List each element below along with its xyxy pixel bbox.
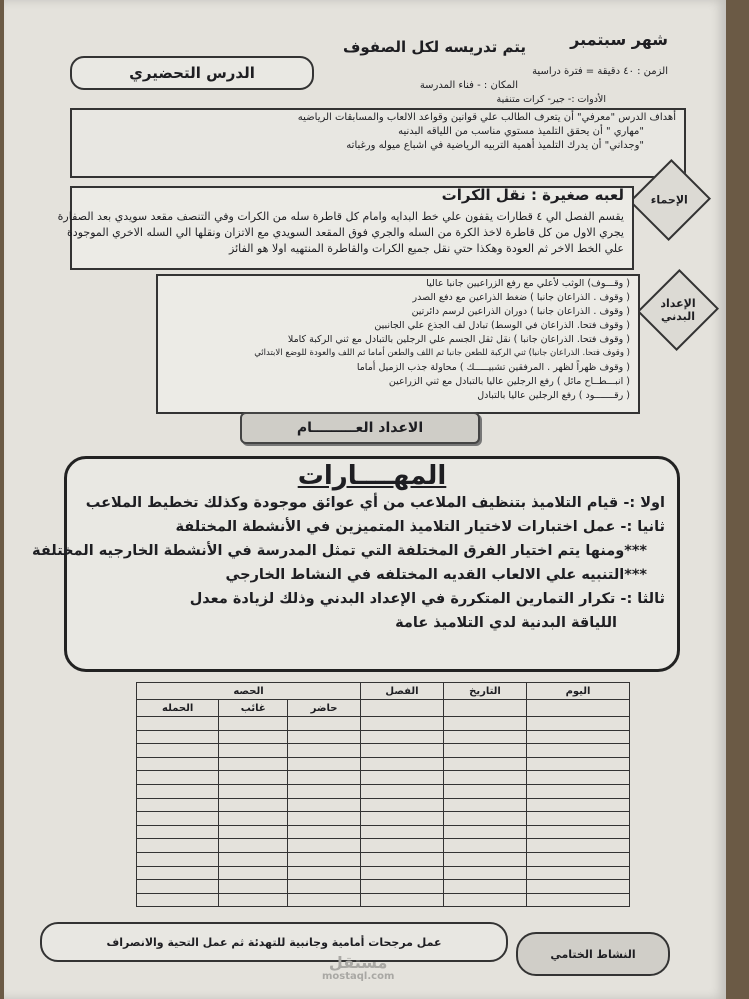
table-cell: [219, 784, 288, 798]
skills-line-4: ***التنبيه علي الالعاب القديه المختلفه في النشاط الخارجي: [225, 567, 647, 583]
watermark-logo: مستقل mostaql.com: [322, 953, 395, 982]
skills-title: المهــــارات: [297, 461, 447, 491]
warmup-badge: الإحماء: [629, 159, 711, 241]
physical-prep-box: [156, 274, 640, 414]
skills-line-1: اولا :- قيام التلاميذ بتنظيف الملاعب من أي عوائق موجودة وكذلك تخطيط الملاعب: [85, 495, 665, 511]
objectives-box: [70, 108, 686, 178]
table-cell: [137, 784, 219, 798]
table-cell: [361, 757, 444, 771]
table-cell: [361, 893, 444, 907]
skills-line-3: ***ومنها يتم اختيار الفرق المختلفة التي تمثل المدرسة في الأنشطة الخارجيه المختلفة: [32, 543, 647, 559]
exercise-line: ( وقوف . الذراعان جانبا ) ضغط الذراعين مع دفع الصدر: [412, 292, 630, 303]
lesson-name: الدرس التحضيري: [70, 56, 314, 90]
table-cell: [219, 717, 288, 731]
table-cell: [444, 812, 527, 826]
table-cell: [527, 893, 630, 907]
table-cell: [361, 812, 444, 826]
physical-prep-badge: الإعداد البدني: [637, 269, 719, 351]
table-cell: [361, 771, 444, 785]
table-cell: [288, 784, 361, 798]
table-cell: [444, 852, 527, 866]
table-cell: [137, 893, 219, 907]
table-cell: [444, 784, 527, 798]
table-cell: [527, 771, 630, 785]
header-title: يتم تدريسه لكل الصفوف: [342, 38, 526, 56]
table-cell: [219, 798, 288, 812]
table-cell: [444, 839, 527, 853]
exercise-line: ( وقوف فتحا. الذراعان في الوسط) تبادل لف الجذع علي الجانبين: [374, 320, 630, 331]
objective-skill: "مهاري " أن يحقق التلميذ مستوي مناسب من اللياقه البدنيه: [398, 126, 644, 137]
table-cell: [361, 825, 444, 839]
table-row: [137, 757, 630, 771]
table-cell: [219, 852, 288, 866]
table-subheader-row: [137, 700, 630, 717]
exercise-line: ( رقـــــــود ) رفع الرجلين عاليا بالتبادل: [477, 390, 630, 401]
table-cell: [444, 771, 527, 785]
closing-activity-label: النشاط الختامي: [516, 932, 670, 976]
table-row: [137, 852, 630, 866]
table-cell: [137, 730, 219, 744]
table-cell: [361, 839, 444, 853]
table-cell: [219, 744, 288, 758]
table-cell: [444, 757, 527, 771]
objective-affective: "وجداني" أن يدرك التلميذ أهمية التربيه الرياضية في اشباع ميوله ورغباته: [346, 140, 644, 151]
col-header-date: التاريخ: [444, 683, 527, 700]
table-cell: [219, 880, 288, 894]
col-header-absent: غائب: [219, 700, 288, 717]
table-cell: [137, 717, 219, 731]
table-cell: [137, 812, 219, 826]
table-cell: [527, 717, 630, 731]
table-cell: [137, 880, 219, 894]
table-row: [137, 798, 630, 812]
table-cell: [444, 880, 527, 894]
skills-line-5: ثالثا :- تكرار التمارين المتكررة في الإعداد البدني وذلك لزيادة معدل: [189, 591, 665, 607]
table-cell: [444, 893, 527, 907]
table-row: [137, 744, 630, 758]
table-row: [137, 839, 630, 853]
table-cell: [137, 852, 219, 866]
table-cell: [219, 771, 288, 785]
table-cell: [137, 839, 219, 853]
table-cell: [444, 717, 527, 731]
table-cell: [137, 757, 219, 771]
table-cell: [527, 880, 630, 894]
table-row: [137, 784, 630, 798]
table-cell: [527, 866, 630, 880]
header-month: شهر سبتمبر: [570, 30, 668, 49]
col-header-class: الفصل: [361, 683, 444, 700]
table-cell: [527, 839, 630, 853]
table-cell: [288, 893, 361, 907]
table-row: [137, 893, 630, 907]
table-cell: [288, 771, 361, 785]
table-row: [137, 730, 630, 744]
game-line-3: علي الخط الاخر ثم العودة وهكذا حتي نقل جميع الكرات والقاطرة المنتهيه اولا هو الفائز: [229, 242, 624, 255]
game-line-2: يجري الاول من كل قاطرة لاخذ الكرة من السله والجري فوق المقعد السويدي مع الاتزان ونقلها الي السله الاخري الموجودة: [67, 226, 624, 239]
table-cell: [288, 839, 361, 853]
table-cell: [288, 880, 361, 894]
table-cell: [361, 852, 444, 866]
table-cell: [137, 798, 219, 812]
table-cell: [444, 798, 527, 812]
exercise-line: ( وقوف . الذراعان جانبا ) دوران الذراعين لرسم دائرتين: [411, 306, 630, 317]
table-cell: [527, 744, 630, 758]
table-cell: [444, 866, 527, 880]
table-cell: [288, 812, 361, 826]
table-cell: [444, 825, 527, 839]
table-row: [137, 812, 630, 826]
col-header-total: الحمله: [137, 700, 219, 717]
game-title: لعبه صغيرة : نقل الكرات: [441, 186, 624, 204]
attendance-table: [136, 682, 630, 907]
table-cell: [444, 730, 527, 744]
table-cell: [361, 730, 444, 744]
table-cell: [288, 757, 361, 771]
table-header-row: [137, 683, 630, 700]
table-cell: [137, 744, 219, 758]
tools-info: الأدوات :- جير- كرات متنفية: [496, 94, 606, 105]
exercise-line: ( وقوف فتحا. الذراعان جانبا) ثني الركبة للطعن جانبا ثم اللف والطعن أماما ثم اللف والعودة للوضع الابتدائي: [254, 348, 630, 358]
table-cell: [219, 866, 288, 880]
table-cell: [288, 744, 361, 758]
table-cell: [137, 866, 219, 880]
table-cell: [527, 730, 630, 744]
table-cell: [137, 771, 219, 785]
col-header-present: حاضر: [288, 700, 361, 717]
table-cell: [361, 717, 444, 731]
table-cell: [288, 825, 361, 839]
general-prep-label: الاعداد العـــــــــام: [240, 412, 480, 444]
table-cell: [219, 812, 288, 826]
game-line-1: يقسم الفصل الي ٤ قطارات يقفون علي خط البدايه وامام كل قاطرة سله من الكرات وفي التنصف مقعد سويدي بعد الصفارة: [57, 210, 624, 223]
table-cell: [361, 784, 444, 798]
exercise-line: ( وقـــوف) الوثب لأعلي مع رفع الزراعيين جانبا عاليا: [426, 278, 630, 289]
table-row: [137, 866, 630, 880]
table-cell: [527, 798, 630, 812]
table-cell: [219, 757, 288, 771]
table-row: [137, 880, 630, 894]
table-cell: [444, 744, 527, 758]
table-row: [137, 825, 630, 839]
skills-box: [32, 456, 680, 672]
table-cell: [527, 825, 630, 839]
skills-line-6: اللياقة البدنية لدي التلاميذ عامة: [395, 615, 617, 631]
table-row: [137, 771, 630, 785]
table-cell: [527, 852, 630, 866]
skills-line-2: ثانيا :- عمل اختبارات لاختيار التلاميذ المتميزين في الأنشطة المختلفة: [175, 519, 665, 535]
warmup-game-box: [57, 186, 634, 270]
exercise-line: ( وقوف فتحا. الذراعان جانبا ) نقل ثقل الجسم علي الرجلين بالتبادل مع ثني الركبة كاملا: [287, 334, 630, 345]
table-cell: [288, 852, 361, 866]
worksheet-page: [4, 0, 726, 999]
table-cell: [361, 866, 444, 880]
table-cell: [361, 744, 444, 758]
table-cell: [219, 730, 288, 744]
exercise-line: ( انبـــطــاح مائل ) رفع الرجلين عاليا بالتبادل مع ثني الزراعين: [388, 376, 630, 387]
table-cell: [219, 893, 288, 907]
col-header-day: اليوم: [527, 683, 630, 700]
table-cell: [219, 839, 288, 853]
place-info: المكان : - فناء المدرسة: [419, 80, 518, 91]
table-cell: [288, 798, 361, 812]
table-row: [137, 717, 630, 731]
time-info: الزمن : ٤٠ دقيقة = فترة دراسية: [532, 66, 668, 77]
table-cell: [361, 880, 444, 894]
table-cell: [361, 798, 444, 812]
table-cell: [288, 866, 361, 880]
table-cell: [527, 784, 630, 798]
exercise-line: ( وقوف ظهراً لظهر . المرفقين تشبيـــــك ) محاولة جذب الزميل أماما: [356, 362, 630, 373]
table-cell: [288, 730, 361, 744]
table-cell: [288, 717, 361, 731]
closing-activity-text: عمل مرجحات أمامية وجانبية للتهدئة ثم عمل التحية والانصراف: [40, 922, 508, 962]
table-cell: [527, 757, 630, 771]
table-cell: [219, 825, 288, 839]
col-header-period: الحصه: [137, 683, 361, 700]
table-cell: [137, 825, 219, 839]
objective-cognitive: أهداف الدرس "معرفي" أن يتعرف الطالب علي قوانين وقواعد الالعاب والمسابقات الرياضيه: [297, 112, 676, 123]
table-cell: [527, 812, 630, 826]
